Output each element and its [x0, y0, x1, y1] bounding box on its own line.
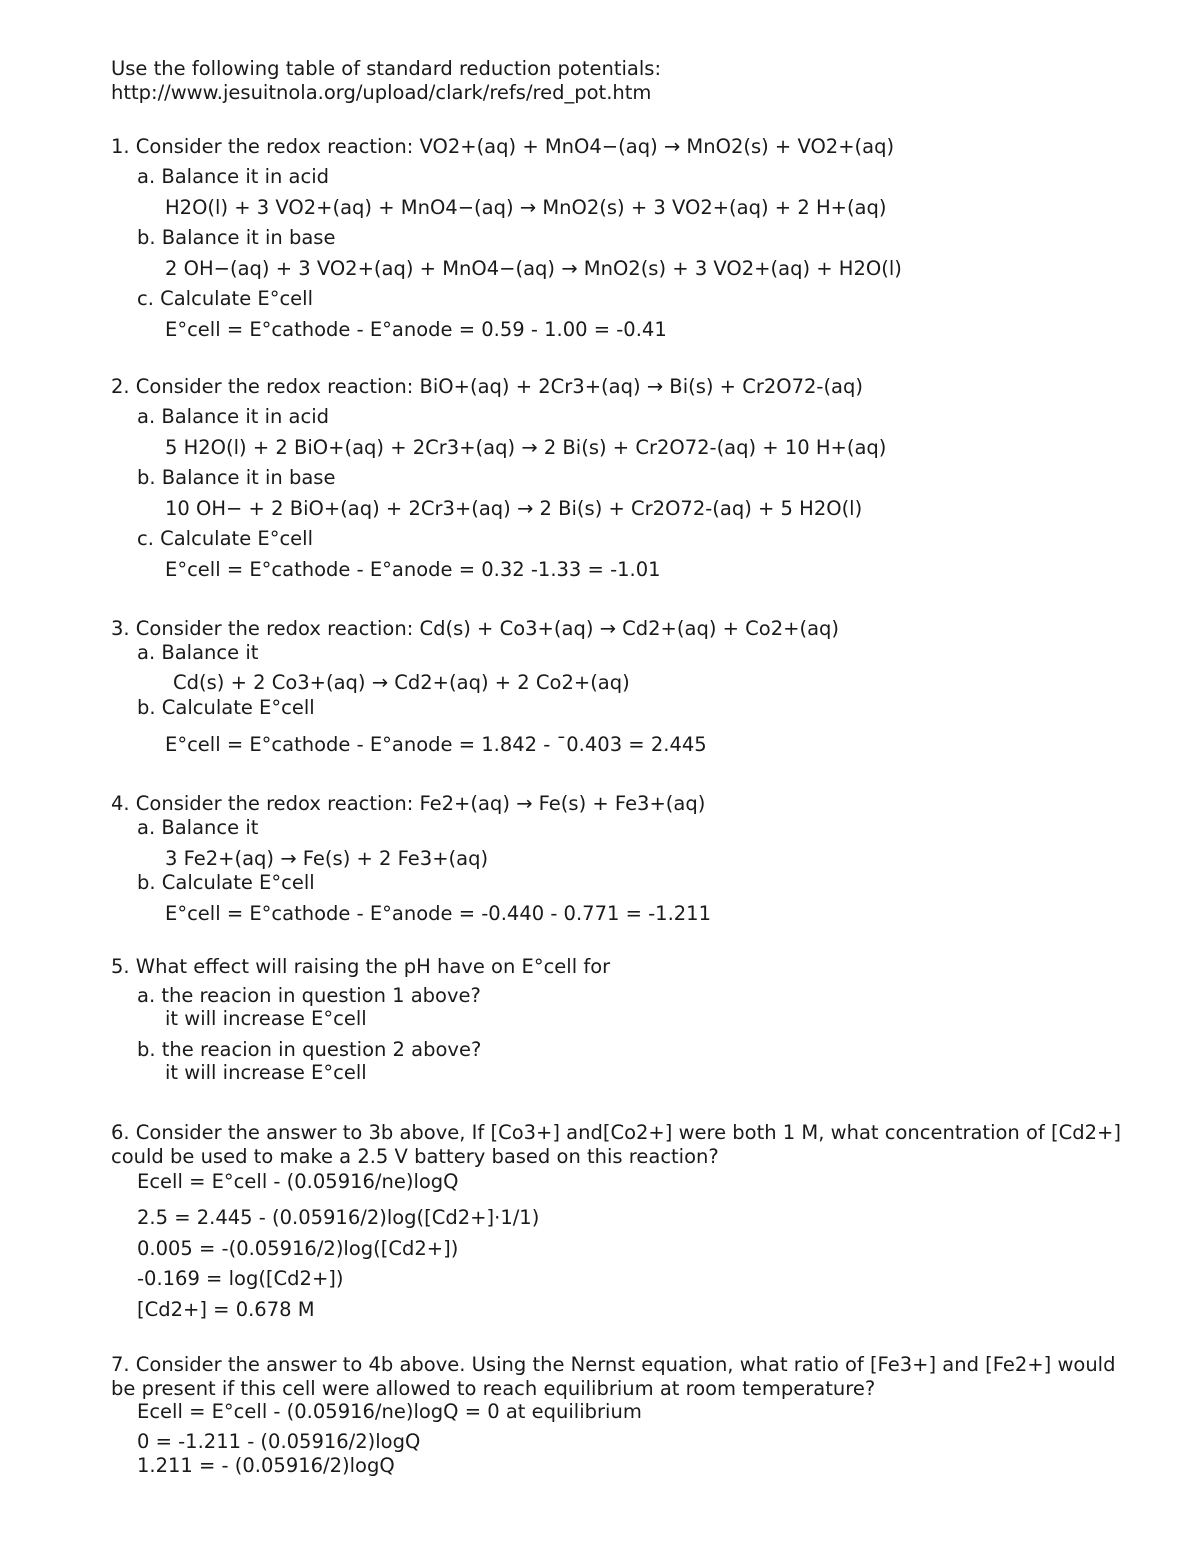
- question-2b-answer: 10 OH− + 2 BiO+(aq) + 2Cr3+(aq) → 2 Bi(s) + Cr2O72-(aq) + 5 H2O(l): [165, 497, 863, 520]
- intro-text: Use the following table of standard reduction potentials:: [111, 57, 662, 80]
- question-7-prompt-line1: 7. Consider the answer to 4b above. Using the Nernst equation, what ratio of [Fe3+] and [Fe2+] would: [111, 1353, 1116, 1376]
- question-4b-answer: E°cell = E°cathode - E°anode = -0.440 - 0.771 = -1.211: [165, 902, 711, 925]
- question-4a-label: a. Balance it: [137, 816, 259, 839]
- question-7-prompt-line2: be present if this cell were allowed to reach equilibrium at room temperature?: [111, 1377, 876, 1400]
- question-2c-answer: E°cell = E°cathode - E°anode = 0.32 -1.33 = -1.01: [165, 558, 661, 581]
- question-3a-answer: Cd(s) + 2 Co3+(aq) → Cd2+(aq) + 2 Co2+(aq): [173, 671, 630, 694]
- question-2b-label: b. Balance it in base: [137, 466, 336, 489]
- question-1b-label: b. Balance it in base: [137, 226, 336, 249]
- question-2c-label: c. Calculate E°cell: [137, 527, 314, 550]
- question-7-step-3: 1.211 = - (0.05916/2)logQ: [137, 1454, 395, 1477]
- question-4-prompt: 4. Consider the redox reaction: Fe2+(aq) → Fe(s) + Fe3+(aq): [111, 792, 706, 815]
- question-2-prompt: 2. Consider the redox reaction: BiO+(aq) + 2Cr3+(aq) → Bi(s) + Cr2O72-(aq): [111, 375, 863, 398]
- question-2a-label: a. Balance it in acid: [137, 405, 330, 428]
- question-1c-answer: E°cell = E°cathode - E°anode = 0.59 - 1.00 = -0.41: [165, 318, 667, 341]
- question-5-prompt: 5. What effect will raising the pH have on E°cell for: [111, 955, 611, 978]
- question-3b-answer: E°cell = E°cathode - E°anode = 1.842 - ¯0.403 = 2.445: [165, 733, 707, 756]
- question-7-step-1: Ecell = E°cell - (0.05916/ne)logQ = 0 at equilibrium: [137, 1400, 642, 1423]
- question-6-step-2: 2.5 = 2.445 - (0.05916/2)log([Cd2+]·1/1): [137, 1206, 540, 1229]
- question-6-step-5: [Cd2+] = 0.678 M: [137, 1298, 315, 1321]
- question-6-prompt-line2: could be used to make a 2.5 V battery based on this reaction?: [111, 1145, 719, 1168]
- question-6-step-3: 0.005 = -(0.05916/2)log([Cd2+]): [137, 1237, 459, 1260]
- question-5a-answer: it will increase E°cell: [165, 1007, 367, 1030]
- question-2a-answer: 5 H2O(l) + 2 BiO+(aq) + 2Cr3+(aq) → 2 Bi(s) + Cr2O72-(aq) + 10 H+(aq): [165, 436, 887, 459]
- question-3-prompt: 3. Consider the redox reaction: Cd(s) + Co3+(aq) → Cd2+(aq) + Co2+(aq): [111, 617, 840, 640]
- question-5b-label: b. the reacion in question 2 above?: [137, 1038, 482, 1061]
- question-3a-label: a. Balance it: [137, 641, 259, 664]
- question-4b-label: b. Calculate E°cell: [137, 871, 315, 894]
- question-5a-label: a. the reacion in question 1 above?: [137, 984, 481, 1007]
- question-6-step-4: -0.169 = log([Cd2+]): [137, 1267, 344, 1290]
- question-7-step-2: 0 = -1.211 - (0.05916/2)logQ: [137, 1430, 421, 1453]
- question-1c-label: c. Calculate E°cell: [137, 287, 314, 310]
- question-5b-answer: it will increase E°cell: [165, 1061, 367, 1084]
- question-1a-answer: H2O(l) + 3 VO2+(aq) + MnO4−(aq) → MnO2(s) + 3 VO2+(aq) + 2 H+(aq): [165, 196, 887, 219]
- question-6-prompt-line1: 6. Consider the answer to 3b above, If [Co3+] and[Co2+] were both 1 M, what concentration of [Cd2+]: [111, 1121, 1121, 1144]
- question-1-prompt: 1. Consider the redox reaction: VO2+(aq) + MnO4−(aq) → MnO2(s) + VO2+(aq): [111, 135, 895, 158]
- question-1a-label: a. Balance it in acid: [137, 165, 330, 188]
- question-1b-answer: 2 OH−(aq) + 3 VO2+(aq) + MnO4−(aq) → MnO2(s) + 3 VO2+(aq) + H2O(l): [165, 257, 902, 280]
- question-4a-answer: 3 Fe2+(aq) → Fe(s) + 2 Fe3+(aq): [165, 847, 489, 870]
- reference-url[interactable]: http://www.jesuitnola.org/upload/clark/refs/red_pot.htm: [111, 81, 652, 104]
- question-3b-label: b. Calculate E°cell: [137, 696, 315, 719]
- question-6-step-1: Ecell = E°cell - (0.05916/ne)logQ: [137, 1170, 459, 1193]
